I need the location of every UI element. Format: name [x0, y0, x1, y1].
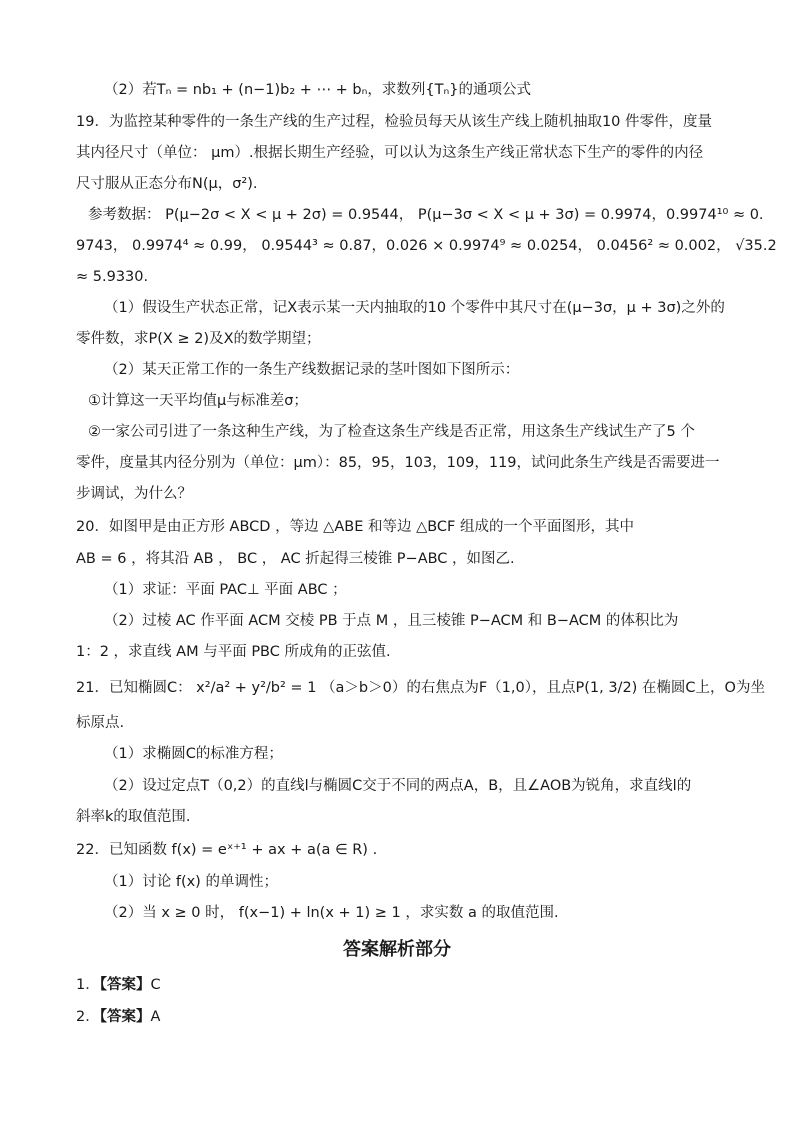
answer-item [76, 975, 716, 995]
q21-stem-line2: 标原点. [76, 715, 125, 731]
answer-value: A [150, 1009, 161, 1025]
q21-part1: （1）求椭圆C的标准方程； [104, 746, 283, 762]
q20-part2-line2: 1：2 ，求直线 AM 与平面 PBC 所成角的正弦值. [76, 644, 391, 660]
q19-part2-sub2-line3: 步调试，为什么？ [76, 486, 192, 502]
q20-stem-line1: 20．如图甲是由正方形 ABCD ，等边 △ABE 和等边 △BCF 组成的一个平面图形，其中 [76, 519, 634, 535]
q19-part2-line1: （2）某天正常工作的一条生产线数据记录的茎叶图如下图所示： [104, 362, 520, 378]
q20-part2-line1: （2）过棱 AC 作平面 ACM 交棱 PB 于点 M ，且三棱锥 P−ACM 和 B−ACM 的体积比为 [104, 613, 679, 629]
q19-part2-sub2-line1: ②一家公司引进了一条这种生产线，为了检查这条生产线是否正常，用这条生产线试生产了5 个 [88, 424, 695, 440]
answer-number: 1． [76, 977, 100, 993]
answer-item [76, 1007, 716, 1027]
q20-stem-line2: AB = 6 ，将其沿 AB ， BC ， AC 折起得三棱锥 P−ABC ，如图乙. [76, 551, 515, 567]
q20-part1: （1）求证：平面 PAC⊥ 平面 ABC ； [104, 582, 347, 598]
q19-stem-line1: 19．为监控某种零件的一条生产线的生产过程，检验员每天从该生产线上随机抽取10 件零件，度量 [76, 114, 713, 130]
q19-part1-line1: （1）假设生产状态正常，记X表示某一天内抽取的10 个零件中其尺寸在(μ−3σ，μ + 3σ)之外的 [104, 300, 725, 316]
answer-tag: 【答案】 [99, 977, 151, 993]
q22-stem: 22．已知函数 f(x) = eˣ⁺¹ + ax + a(a ∈ R) . [76, 842, 378, 858]
q19-part2-sub2-line2: 零件，度量其内径分别为（单位：μm）：85，95，103，109，119，试问此条生产线是否需要进一 [76, 455, 720, 471]
answer-number: 2． [76, 1009, 100, 1025]
q19-reference-data-line1: 参考数据： P(μ−2σ < X < μ + 2σ) = 0.9544， P(μ−3σ < X < μ + 3σ) = 0.9974，0.9974¹⁰ ≈ 0. [88, 207, 764, 223]
answer-value: C [150, 977, 161, 993]
q19-reference-data-line3: ≈ 5.9330. [76, 269, 149, 285]
q19-stem-line2: 其内径尺寸（单位： μm）.根据长期生产经验，可以认为这条生产线正常状态下生产的零件的内径 [76, 145, 704, 161]
q19-stem-line3: 尺寸服从正态分布N(μ，σ²). [76, 176, 258, 192]
q22-part1: （1）讨论 f(x) 的单调性； [104, 874, 278, 890]
q21-part2-line1: （2）设过定点T（0,2）的直线l与椭圆C交于不同的两点A，B，且∠AOB为锐角，求直线l的 [104, 778, 692, 794]
q22-part2: （2）当 x ≥ 0 时， f(x−1) + ln(x + 1) ≥ 1 ，求实数 a 的取值范围. [104, 905, 559, 921]
q21-stem-line1: 21．已知椭圆C： x²/a² + y²/b² = 1 （a＞b＞0）的右焦点为F（1,0），且点P(1, 3/2) 在椭圆C上，O为坐 [76, 680, 765, 696]
q19-part2-sub1: ①计算这一天平均值μ与标准差σ； [88, 393, 308, 409]
q18-part2: （2）若Tₙ = nb₁ + (n−1)b₂ + ⋯ + bₙ，求数列{Tₙ}的通项公式 [104, 82, 531, 98]
answer-section-heading: 答案解析部分 [343, 939, 451, 960]
q19-reference-data-line2: 9743， 0.9974⁴ ≈ 0.99， 0.9544³ ≈ 0.87，0.026 × 0.9974⁹ ≈ 0.0254， 0.0456² ≈ 0.002， √35.2 [76, 238, 777, 254]
answer-tag: 【答案】 [99, 1009, 151, 1025]
q19-part1-line2: 零件数，求P(X ≥ 2)及X的数学期望； [76, 331, 321, 347]
q21-part2-line2: 斜率k的取值范围. [76, 809, 191, 825]
